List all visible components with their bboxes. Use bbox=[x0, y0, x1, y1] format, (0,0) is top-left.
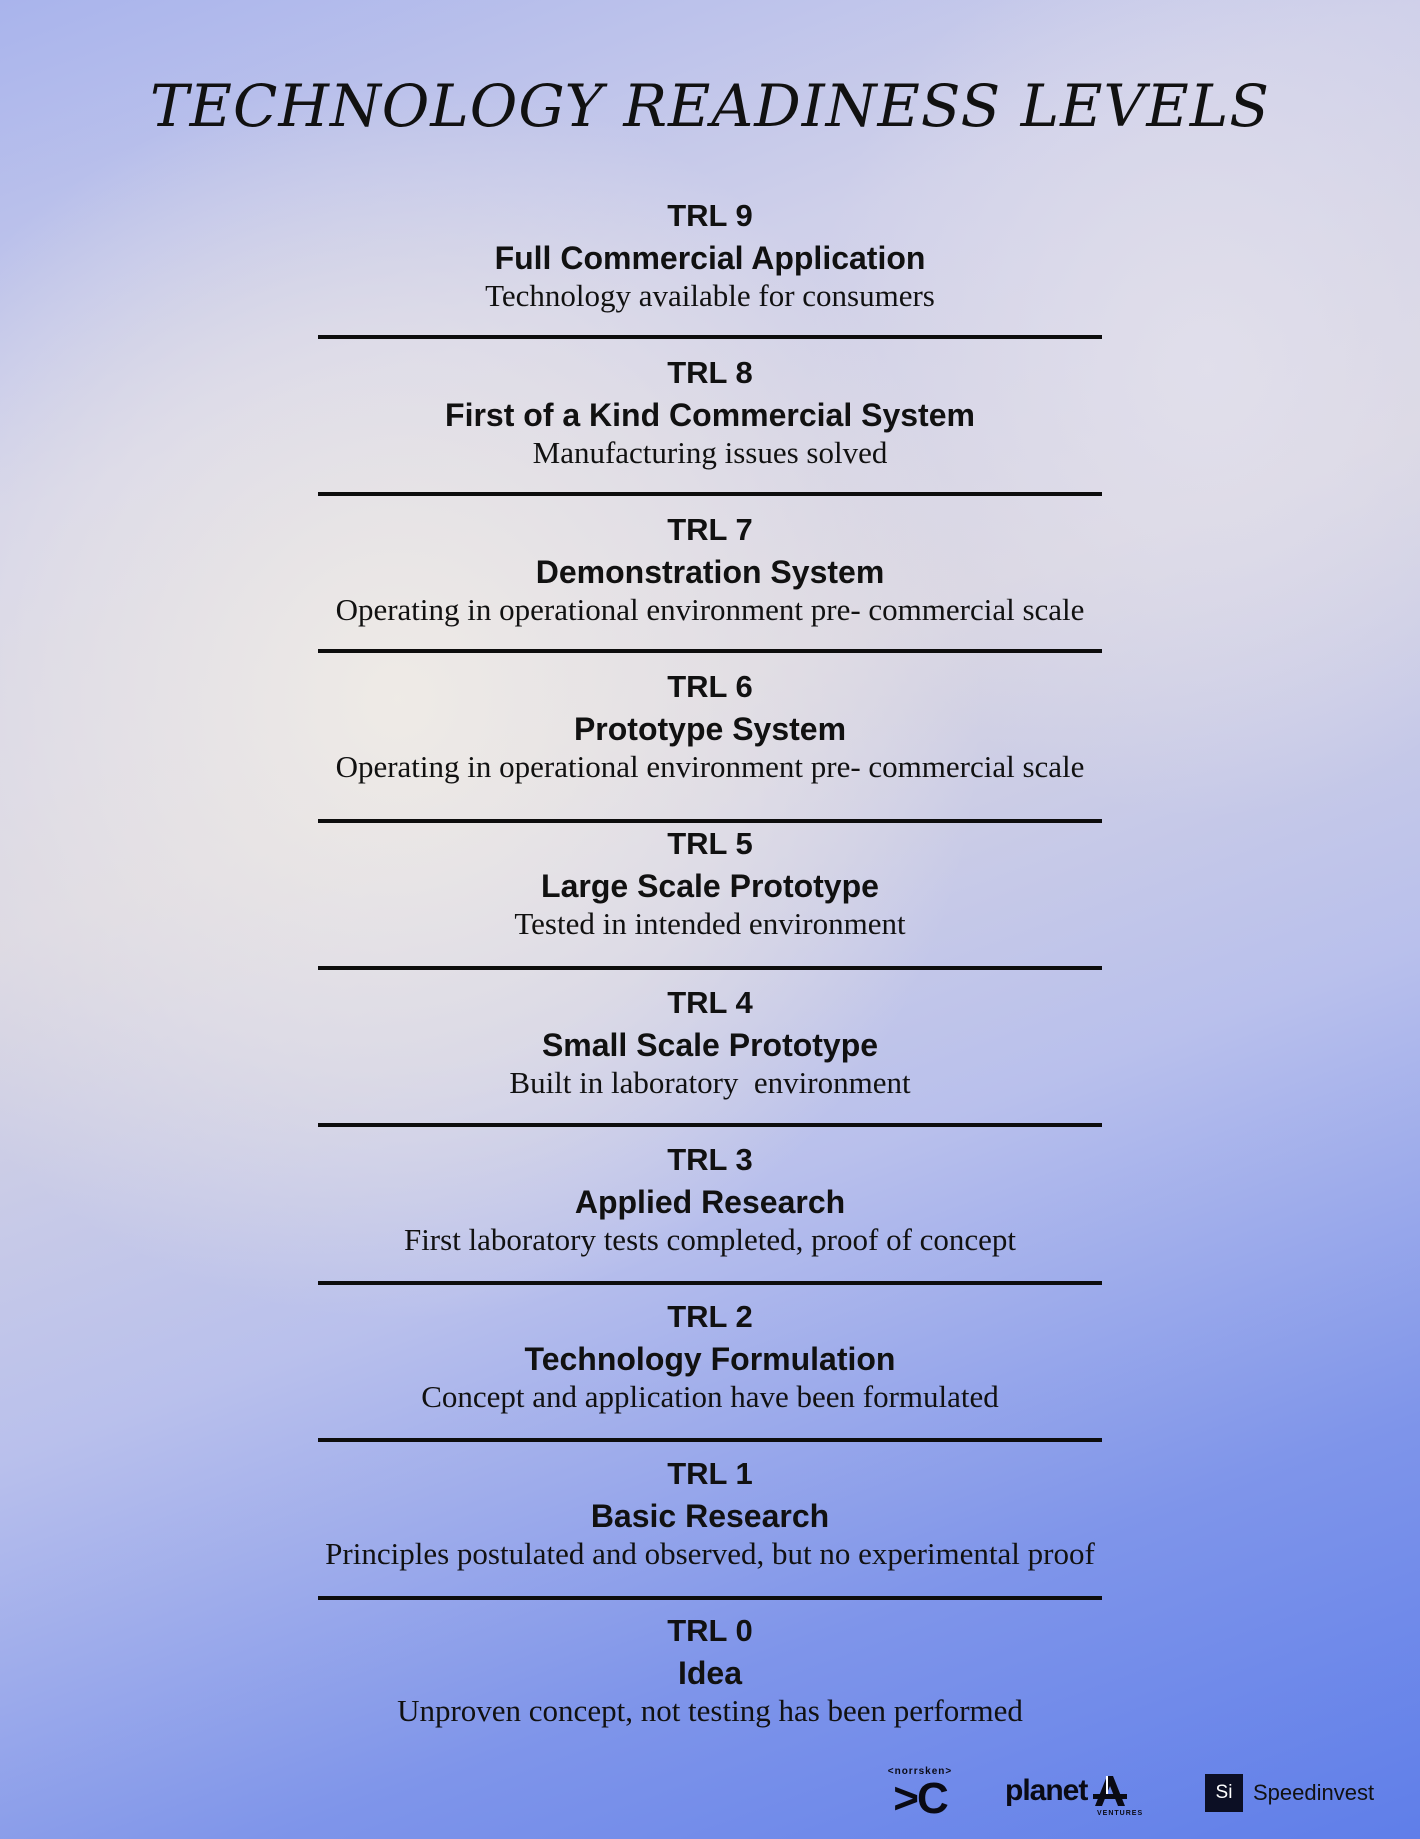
trl-name: Full Commercial Application bbox=[494, 240, 926, 276]
trl-number: TRL 8 bbox=[667, 355, 753, 390]
norrsken-logo bbox=[880, 1766, 960, 1821]
trl-name: Prototype System bbox=[573, 711, 847, 747]
trl-name: First of a Kind Commercial System bbox=[445, 397, 975, 433]
divider bbox=[318, 1596, 1102, 1600]
norrsken-logo-mark: >C bbox=[893, 1774, 947, 1823]
trl-level bbox=[0, 669, 1420, 785]
trl-number: TRL 7 bbox=[667, 512, 753, 547]
speedinvest-name: Speedinvest bbox=[1253, 1780, 1375, 1805]
trl-level bbox=[0, 826, 1420, 942]
trl-level bbox=[0, 985, 1420, 1101]
divider bbox=[318, 335, 1102, 339]
planet-ventures-logo bbox=[1005, 1774, 1144, 1817]
planet-logo-word: planet bbox=[1005, 1774, 1088, 1807]
trl-name: Technology Formulation bbox=[524, 1341, 896, 1377]
trl-description: Tested in intended environment bbox=[514, 906, 906, 941]
divider bbox=[318, 492, 1102, 496]
speedinvest-logo bbox=[1205, 1774, 1374, 1812]
trl-description: Unproven concept, not testing has been performed bbox=[397, 1693, 1023, 1728]
page-title: TECHNOLOGY READINESS LEVELS bbox=[150, 72, 1270, 140]
planet-logo-sub: VENTURES bbox=[1097, 1810, 1144, 1817]
trl-level bbox=[0, 1456, 1420, 1572]
trl-number: TRL 1 bbox=[667, 1456, 753, 1491]
trl-level bbox=[0, 1613, 1420, 1729]
divider bbox=[318, 649, 1102, 653]
partner-logos bbox=[0, 1760, 1420, 1830]
trl-name: Large Scale Prototype bbox=[541, 868, 879, 904]
trl-description: Technology available for consumers bbox=[485, 278, 935, 313]
trl-description: Concept and application have been formulated bbox=[421, 1379, 999, 1414]
trl-number: TRL 6 bbox=[667, 669, 753, 704]
trl-number: TRL 5 bbox=[667, 826, 753, 861]
trl-description: Principles postulated and observed, but no experimental proof bbox=[325, 1536, 1095, 1571]
trl-name: Small Scale Prototype bbox=[541, 1027, 879, 1063]
trl-number: TRL 3 bbox=[667, 1142, 753, 1177]
trl-description: Operating in operational environment pre- commercial scale bbox=[335, 749, 1085, 784]
trl-description: Operating in operational environment pre- commercial scale bbox=[335, 592, 1085, 627]
trl-number: TRL 2 bbox=[667, 1299, 753, 1334]
trl-level bbox=[0, 355, 1420, 471]
trl-description: Built in laboratory environment bbox=[509, 1065, 911, 1100]
planet-a-icon bbox=[1091, 1774, 1129, 1808]
divider bbox=[318, 1438, 1102, 1442]
divider bbox=[318, 819, 1102, 823]
trl-level bbox=[0, 1142, 1420, 1258]
divider bbox=[318, 1281, 1102, 1285]
trl-name: Idea bbox=[677, 1655, 743, 1691]
trl-number: TRL 0 bbox=[667, 1613, 753, 1648]
trl-name: Applied Research bbox=[574, 1184, 846, 1220]
speedinvest-box-icon: Si bbox=[1205, 1774, 1243, 1812]
trl-name: Demonstration System bbox=[535, 554, 885, 590]
trl-name: Basic Research bbox=[590, 1498, 830, 1534]
trl-description: Manufacturing issues solved bbox=[532, 435, 888, 470]
trl-number: TRL 9 bbox=[667, 198, 753, 233]
trl-level bbox=[0, 512, 1420, 628]
norrsken-logo-small: <norrsken> bbox=[887, 1766, 953, 1777]
divider bbox=[318, 966, 1102, 970]
trl-number: TRL 4 bbox=[667, 985, 753, 1020]
divider bbox=[318, 1123, 1102, 1127]
trl-level bbox=[0, 198, 1420, 314]
trl-level bbox=[0, 1299, 1420, 1415]
trl-description: First laboratory tests completed, proof of concept bbox=[403, 1222, 1017, 1257]
